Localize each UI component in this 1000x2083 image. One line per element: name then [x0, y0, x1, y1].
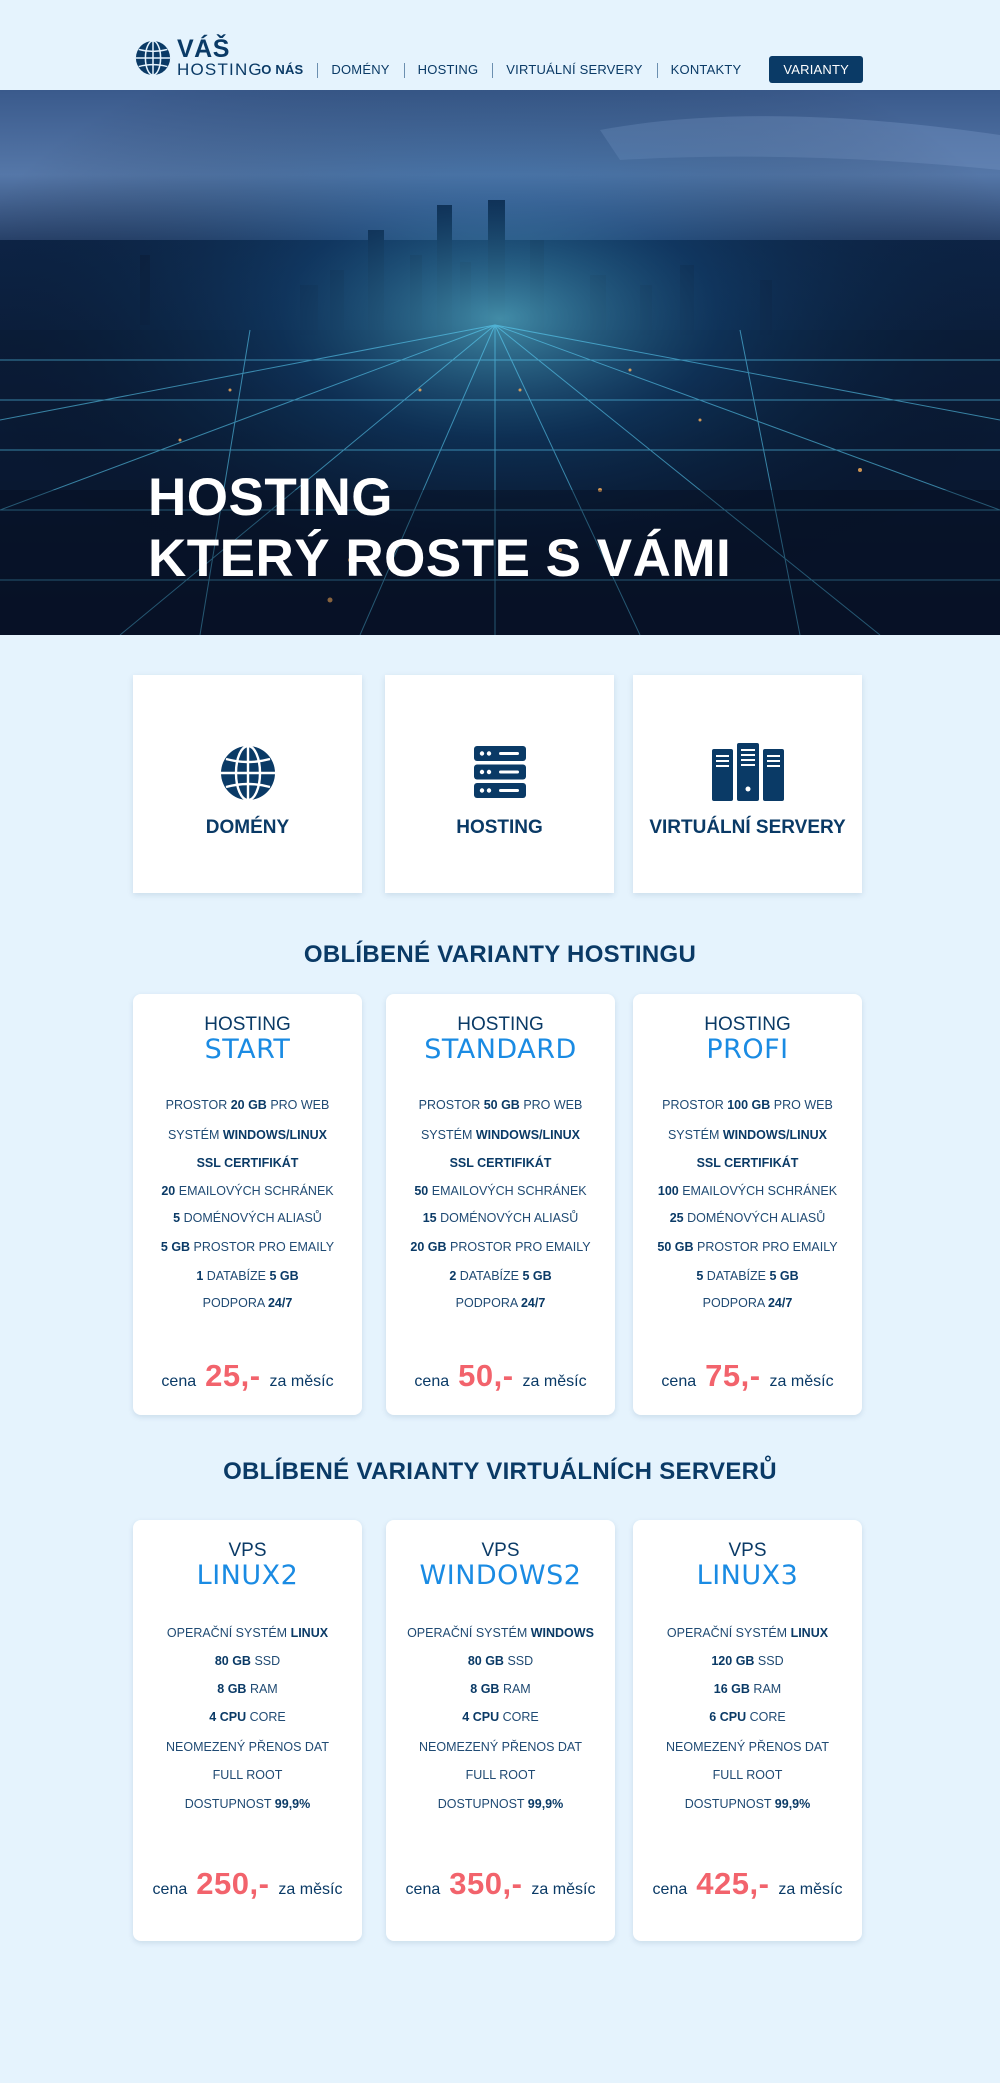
feature-value: 25	[669, 1211, 684, 1225]
service-label: HOSTING	[456, 817, 543, 838]
plan-kind-label: VPS	[481, 1540, 520, 1561]
price-value: 50,-	[458, 1358, 514, 1393]
plan-feature	[386, 1654, 615, 1668]
feature-value: 120 GB	[711, 1654, 755, 1668]
price-suffix: za měsíc	[769, 1373, 834, 1390]
feature-value: 5	[696, 1269, 704, 1283]
feature-value: SSL CERTIFIKÁT	[196, 1156, 299, 1170]
feature-text: SSD	[754, 1654, 784, 1668]
feature-value: 15	[422, 1211, 437, 1225]
plan-price	[633, 1358, 862, 1394]
service-label: VIRTUÁLNÍ SERVERY	[649, 817, 846, 838]
feature-value: 5	[173, 1211, 181, 1225]
feature-text: SYSTÉM	[420, 1128, 476, 1142]
feature-text: DOMÉNOVÝCH ALIASŮ	[683, 1211, 826, 1225]
price-value: 250,-	[196, 1866, 270, 1901]
plan-name-title: PROFI	[706, 1034, 789, 1065]
vps-section-title: OBLÍBENÉ VARIANTY VIRTUÁLNÍCH SERVERŮ	[223, 1458, 777, 1485]
feature-text: EMAILOVÝCH SCHRÁNEK	[175, 1184, 334, 1198]
plan-price	[133, 1866, 362, 1902]
plan-feature	[386, 1626, 615, 1640]
feature-text: DATABÍZE	[703, 1269, 770, 1283]
plan-kind-label: VPS	[228, 1540, 267, 1561]
feature-value: 20	[161, 1184, 176, 1198]
price-prefix: cena	[652, 1881, 688, 1898]
plan-feature	[633, 1710, 862, 1724]
price-suffix: za měsíc	[522, 1373, 587, 1390]
feature-value: LINUX	[290, 1626, 329, 1640]
feature-value: 5 GB	[522, 1269, 552, 1283]
feature-value: 100	[657, 1184, 679, 1198]
plan-feature	[386, 1296, 615, 1310]
plan-feature	[133, 1269, 362, 1283]
plan-feature	[133, 1184, 362, 1198]
plan-feature	[386, 1740, 615, 1754]
plan-feature	[133, 1211, 362, 1225]
globe-logo-icon	[134, 39, 172, 77]
price-suffix: za měsíc	[778, 1881, 843, 1898]
server-stack-icon	[473, 745, 527, 799]
feature-text: FULL ROOT	[212, 1768, 283, 1782]
hero-line-1: HOSTING	[148, 468, 393, 527]
logo-title: VÁŠ	[177, 35, 230, 63]
feature-text: SYSTÉM	[167, 1128, 223, 1142]
feature-value: SSL CERTIFIKÁT	[696, 1156, 799, 1170]
feature-text: PODPORA	[702, 1296, 768, 1310]
hero-headline	[148, 467, 731, 589]
main-nav	[247, 56, 863, 83]
plan-feature	[133, 1156, 362, 1170]
plan-name-title: START	[204, 1034, 291, 1065]
plan-feature	[386, 1156, 615, 1170]
feature-value: 20 GB	[410, 1240, 447, 1254]
feature-text: CORE	[499, 1710, 539, 1724]
plan-feature	[133, 1740, 362, 1754]
feature-text: RAM	[246, 1682, 278, 1696]
plan-feature	[633, 1797, 862, 1811]
price-prefix: cena	[414, 1373, 450, 1390]
feature-text: PRO WEB	[519, 1098, 583, 1112]
plan-feature	[633, 1654, 862, 1668]
feature-value: 6 CPU	[709, 1710, 747, 1724]
globe-icon	[220, 745, 276, 801]
feature-text: PROSTOR	[165, 1098, 231, 1112]
feature-value: 4 CPU	[209, 1710, 247, 1724]
nav-domeny[interactable]: DOMÉNY	[317, 62, 403, 77]
plan-kind-label: HOSTING	[457, 1014, 544, 1035]
feature-value: 50 GB	[657, 1240, 694, 1254]
feature-value: 99,9%	[774, 1797, 811, 1811]
feature-value: WINDOWS/LINUX	[222, 1128, 328, 1142]
feature-value: 20 GB	[230, 1098, 267, 1112]
feature-value: 100 GB	[727, 1098, 771, 1112]
site-header	[0, 0, 1000, 90]
feature-text: OPERAČNÍ SYSTÉM	[407, 1626, 531, 1640]
price-suffix: za měsíc	[269, 1373, 334, 1390]
feature-text: PROSTOR	[662, 1098, 728, 1112]
service-label: DOMÉNY	[205, 817, 290, 838]
price-value: 25,-	[205, 1358, 261, 1393]
feature-text: SYSTÉM	[667, 1128, 723, 1142]
plan-feature	[386, 1710, 615, 1724]
feature-value: 4 CPU	[462, 1710, 500, 1724]
plan-feature	[133, 1296, 362, 1310]
service-card-virtualni-servery[interactable]	[633, 675, 862, 893]
feature-value: 50 GB	[483, 1098, 520, 1112]
vps-plan-card[interactable]	[633, 1520, 862, 1941]
plan-feature	[133, 1098, 362, 1112]
feature-text: OPERAČNÍ SYSTÉM	[666, 1626, 791, 1640]
plan-feature	[133, 1240, 362, 1254]
plan-feature	[386, 1128, 615, 1142]
plan-kind-label: VPS	[728, 1540, 767, 1561]
feature-text: OPERAČNÍ SYSTÉM	[166, 1626, 291, 1640]
feature-text: SSD	[250, 1654, 281, 1668]
feature-text: RAM	[499, 1682, 531, 1696]
price-prefix: cena	[161, 1373, 197, 1390]
feature-text: FULL ROOT	[465, 1768, 536, 1782]
feature-text: NEOMEZENÝ PŘENOS DAT	[666, 1740, 829, 1754]
plan-name-title: WINDOWS2	[419, 1560, 582, 1591]
service-card-hosting[interactable]	[385, 675, 614, 893]
feature-text: PODPORA	[455, 1296, 521, 1310]
feature-value: 5 GB	[769, 1269, 799, 1283]
plan-feature	[386, 1797, 615, 1811]
plan-feature	[386, 1184, 615, 1198]
feature-value: SSL CERTIFIKÁT	[449, 1156, 552, 1170]
plan-feature	[633, 1156, 862, 1170]
hero-line-2: KTERÝ ROSTE S VÁMI	[148, 529, 732, 588]
feature-value: WINDOWS/LINUX	[722, 1128, 828, 1142]
price-suffix: za měsíc	[278, 1881, 343, 1898]
plan-feature	[633, 1211, 862, 1225]
site-logo[interactable]	[134, 35, 263, 80]
feature-text: CORE	[246, 1710, 286, 1724]
nav-o-nas[interactable]: O NÁS	[261, 62, 304, 77]
feature-text: PROSTOR PRO EMAILY	[190, 1240, 335, 1254]
feature-value: 99,9%	[527, 1797, 564, 1811]
feature-text: DOSTUPNOST	[184, 1797, 275, 1811]
feature-value: 80 GB	[214, 1654, 251, 1668]
plan-feature	[386, 1682, 615, 1696]
plan-feature	[633, 1682, 862, 1696]
feature-text: NEOMEZENÝ PŘENOS DAT	[419, 1740, 582, 1754]
feature-text: DATABÍZE	[456, 1269, 523, 1283]
plan-feature	[386, 1768, 615, 1782]
feature-text: DOMÉNOVÝCH ALIASŮ	[180, 1211, 322, 1225]
plan-feature	[386, 1098, 615, 1112]
plan-feature	[633, 1098, 862, 1112]
plan-feature	[133, 1654, 362, 1668]
plan-feature	[133, 1710, 362, 1724]
plan-feature	[386, 1211, 615, 1225]
feature-text: CORE	[746, 1710, 786, 1724]
plan-feature	[633, 1768, 862, 1782]
plan-feature	[133, 1626, 362, 1640]
feature-text: PROSTOR PRO EMAILY	[446, 1240, 591, 1254]
plan-feature	[633, 1184, 862, 1198]
plan-name-title: STANDARD	[424, 1034, 577, 1065]
hero-banner	[0, 90, 1000, 635]
price-value: 350,-	[449, 1866, 523, 1901]
nav-virtualni-servery[interactable]: VIRTUÁLNÍ SERVERY	[492, 62, 656, 77]
logo-subtitle: HOSTING	[177, 60, 263, 79]
feature-value: 1	[196, 1269, 204, 1283]
plan-kind-label: HOSTING	[204, 1014, 291, 1035]
feature-text: DOSTUPNOST	[437, 1797, 528, 1811]
feature-value: 8 GB	[217, 1682, 247, 1696]
price-suffix: za měsíc	[531, 1881, 596, 1898]
plan-price	[386, 1358, 615, 1394]
feature-text: EMAILOVÝCH SCHRÁNEK	[678, 1184, 838, 1198]
hosting-plan-card[interactable]	[633, 994, 862, 1415]
plan-kind-label: HOSTING	[704, 1014, 791, 1035]
feature-value: 99,9%	[274, 1797, 311, 1811]
plan-feature	[633, 1740, 862, 1754]
feature-value: 80 GB	[467, 1654, 504, 1668]
plan-feature	[633, 1240, 862, 1254]
plan-feature	[133, 1797, 362, 1811]
price-prefix: cena	[661, 1373, 697, 1390]
feature-text: FULL ROOT	[712, 1768, 783, 1782]
feature-value: 16 GB	[713, 1682, 750, 1696]
feature-value: 24/7	[767, 1296, 793, 1310]
plan-feature	[633, 1626, 862, 1640]
price-prefix: cena	[152, 1881, 188, 1898]
vps-plan-card[interactable]	[386, 1520, 615, 1941]
feature-value: 24/7	[267, 1296, 293, 1310]
feature-text: PROSTOR	[418, 1098, 484, 1112]
plan-price	[386, 1866, 615, 1902]
feature-value: WINDOWS	[530, 1626, 594, 1640]
feature-text: SSD	[503, 1654, 534, 1668]
service-card-domeny[interactable]	[133, 675, 362, 893]
nav-varianty-button[interactable]: VARIANTY	[769, 56, 863, 83]
vps-plan-card[interactable]	[133, 1520, 362, 1941]
price-prefix: cena	[405, 1881, 441, 1898]
feature-text: NEOMEZENÝ PŘENOS DAT	[166, 1740, 329, 1754]
hosting-section-title: OBLÍBENÉ VARIANTY HOSTINGU	[303, 941, 697, 968]
feature-value: WINDOWS/LINUX	[475, 1128, 581, 1142]
feature-text: PODPORA	[202, 1296, 268, 1310]
server-towers-icon	[711, 743, 785, 801]
plan-price	[133, 1358, 362, 1394]
hosting-plan-card[interactable]	[133, 994, 362, 1415]
price-value: 75,-	[705, 1358, 761, 1393]
hosting-plan-card[interactable]	[386, 994, 615, 1415]
price-value: 425,-	[696, 1866, 770, 1901]
feature-value: 24/7	[520, 1296, 546, 1310]
plan-name-title: LINUX3	[696, 1560, 799, 1591]
feature-value: 5 GB	[269, 1269, 299, 1283]
feature-value: 2	[449, 1269, 457, 1283]
feature-text: PROSTOR PRO EMAILY	[693, 1240, 838, 1254]
plan-feature	[386, 1240, 615, 1254]
feature-value: 50	[414, 1184, 429, 1198]
plan-feature	[633, 1128, 862, 1142]
feature-value: 5 GB	[160, 1240, 191, 1254]
feature-text: PRO WEB	[770, 1098, 833, 1112]
plan-feature	[133, 1682, 362, 1696]
feature-text: DOMÉNOVÝCH ALIASŮ	[436, 1211, 579, 1225]
feature-text: DOSTUPNOST	[684, 1797, 775, 1811]
plan-name-title: LINUX2	[196, 1560, 299, 1591]
feature-value: 8 GB	[470, 1682, 500, 1696]
plan-feature	[633, 1296, 862, 1310]
nav-kontakty[interactable]: KONTAKTY	[657, 62, 756, 77]
feature-text: PRO WEB	[266, 1098, 330, 1112]
plan-feature	[133, 1768, 362, 1782]
plan-feature	[633, 1269, 862, 1283]
plan-feature	[133, 1128, 362, 1142]
feature-text: RAM	[749, 1682, 782, 1696]
nav-hosting[interactable]: HOSTING	[404, 62, 493, 77]
feature-value: LINUX	[790, 1626, 829, 1640]
feature-text: EMAILOVÝCH SCHRÁNEK	[428, 1184, 587, 1198]
plan-feature	[386, 1269, 615, 1283]
plan-price	[633, 1866, 862, 1902]
feature-text: DATABÍZE	[203, 1269, 270, 1283]
